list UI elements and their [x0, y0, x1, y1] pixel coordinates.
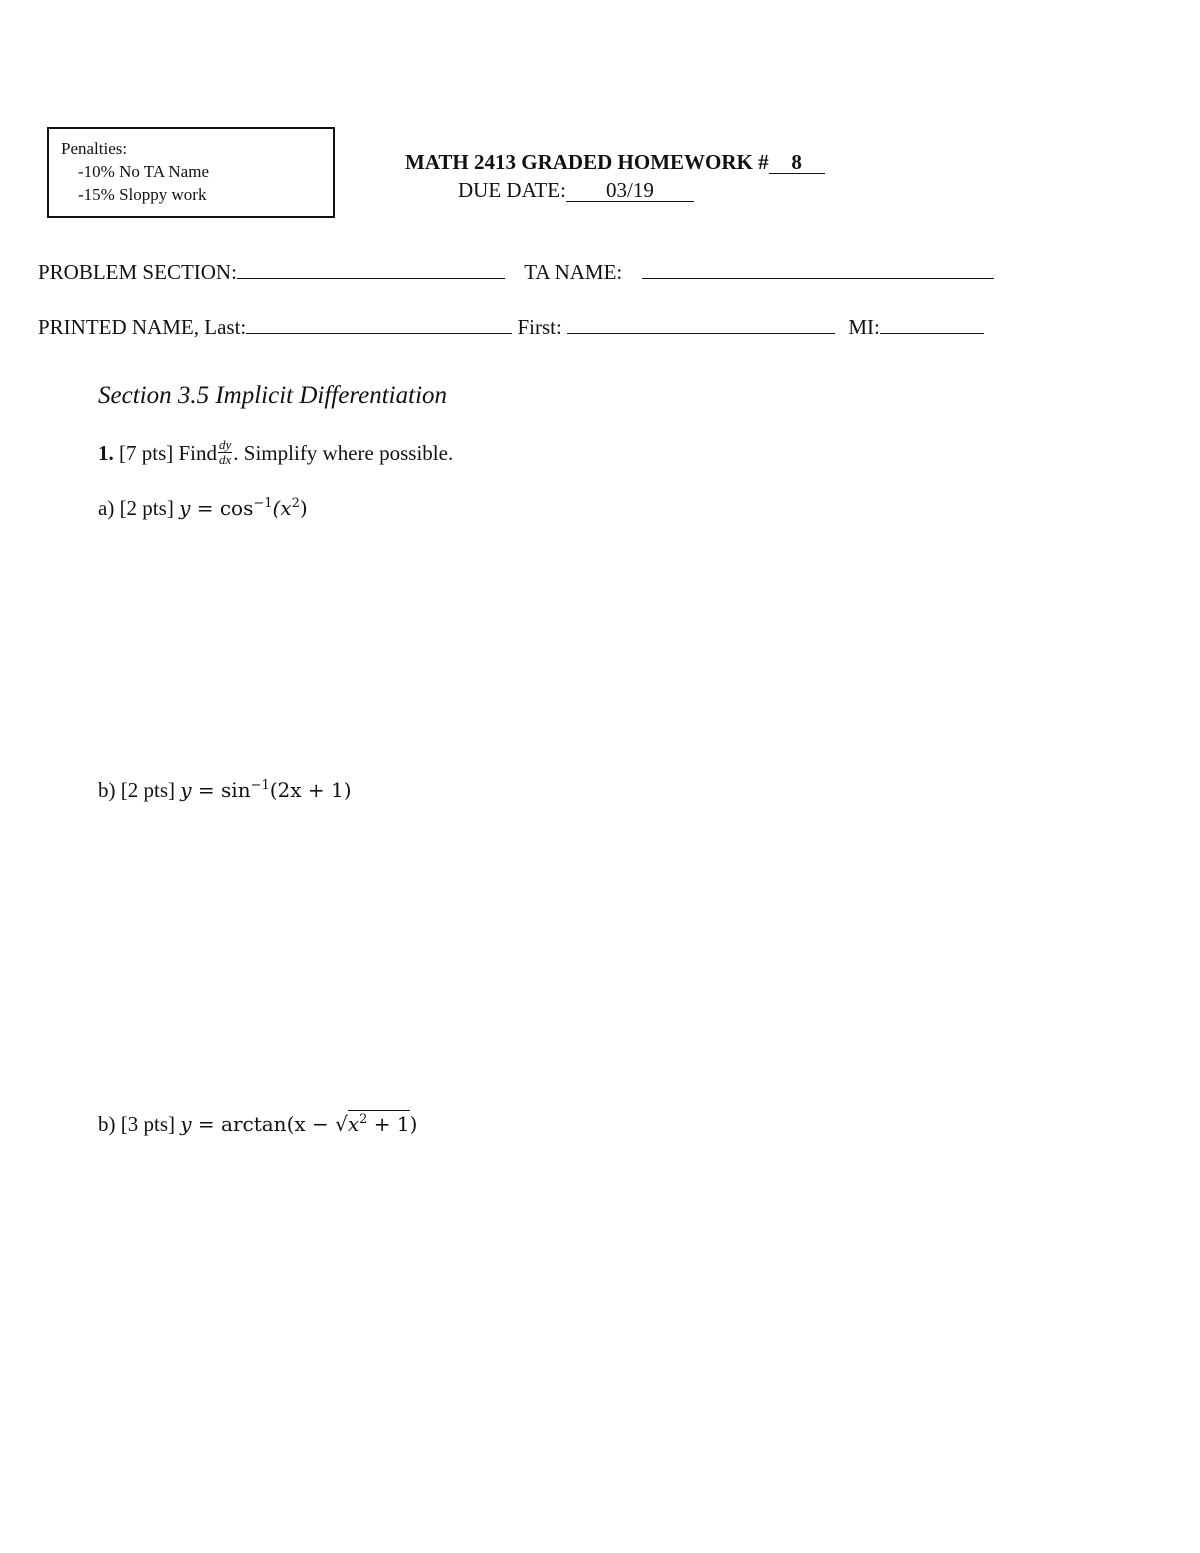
ta-name-field[interactable] [642, 258, 994, 279]
var-y: y [180, 778, 192, 802]
expr-arg: (x [272, 496, 292, 520]
homework-number: 8 [769, 151, 825, 174]
section-title: Section 3.5 Implicit Differentiation [98, 382, 448, 409]
part-label: b) [3 pts] [98, 1112, 175, 1136]
problem-section-label: PROBLEM SECTION: [38, 260, 237, 284]
expr-close: ) [409, 1112, 418, 1136]
radicand-rest: + 1 [367, 1112, 410, 1136]
problem-points: [7 pts] Find [119, 441, 218, 465]
penalties-box [47, 127, 335, 218]
first-name-field[interactable] [567, 313, 835, 334]
expr-inner-exponent: 2 [291, 496, 300, 511]
expr-close: ) [299, 496, 308, 520]
expr-text: = cos [196, 496, 254, 520]
expr-exponent: −1 [250, 778, 270, 793]
due-date-label: DUE DATE: [458, 178, 566, 202]
part-b [98, 778, 352, 803]
part-expression [180, 778, 351, 802]
derivative-fraction [218, 438, 232, 467]
expr-text: = sin [197, 778, 251, 802]
last-name-field[interactable] [246, 313, 512, 334]
radicand-var: x [347, 1112, 360, 1136]
part-expression [179, 496, 308, 520]
ta-name-label: TA NAME: [524, 260, 623, 284]
printed-name-row [38, 313, 984, 340]
expr-text: = arctan(x − [197, 1112, 336, 1136]
expr-exponent: −1 [253, 496, 273, 511]
part-label: b) [2 pts] [98, 778, 175, 802]
penalty-item: -10% No TA Name [78, 162, 209, 181]
expr-arg: (2x + 1) [269, 778, 352, 802]
fraction-numerator: dy [219, 436, 232, 452]
last-name-label: PRINTED NAME, Last: [38, 315, 247, 339]
homework-title-text: MATH 2413 GRADED HOMEWORK # [405, 150, 769, 174]
penalties-heading: Penalties: [61, 139, 128, 158]
part-a [98, 496, 308, 521]
problem-instruction: . Simplify where possible. [233, 441, 454, 465]
due-date-row [405, 176, 825, 204]
problem-number: 1. [98, 441, 114, 465]
penalty-item: -15% Sloppy work [78, 185, 207, 204]
mi-label: MI: [848, 315, 880, 339]
homework-header [405, 148, 825, 204]
mi-field[interactable] [880, 313, 984, 334]
homework-title [405, 148, 825, 176]
part-expression [180, 1112, 417, 1136]
radicand [348, 1112, 410, 1136]
part-c [98, 1112, 417, 1137]
var-y: y [180, 1112, 192, 1136]
sqrt-symbol: √ [335, 1112, 348, 1136]
part-label: a) [2 pts] [98, 496, 174, 520]
due-date-value: 03/19 [566, 179, 694, 202]
fraction-denominator: dx [219, 451, 232, 467]
problem-1 [98, 436, 454, 467]
var-y: y [179, 496, 191, 520]
problem-section-row [38, 258, 994, 285]
first-name-label: First: [517, 315, 562, 339]
problem-section-field[interactable] [237, 258, 505, 279]
radicand-exponent: 2 [359, 1112, 368, 1127]
